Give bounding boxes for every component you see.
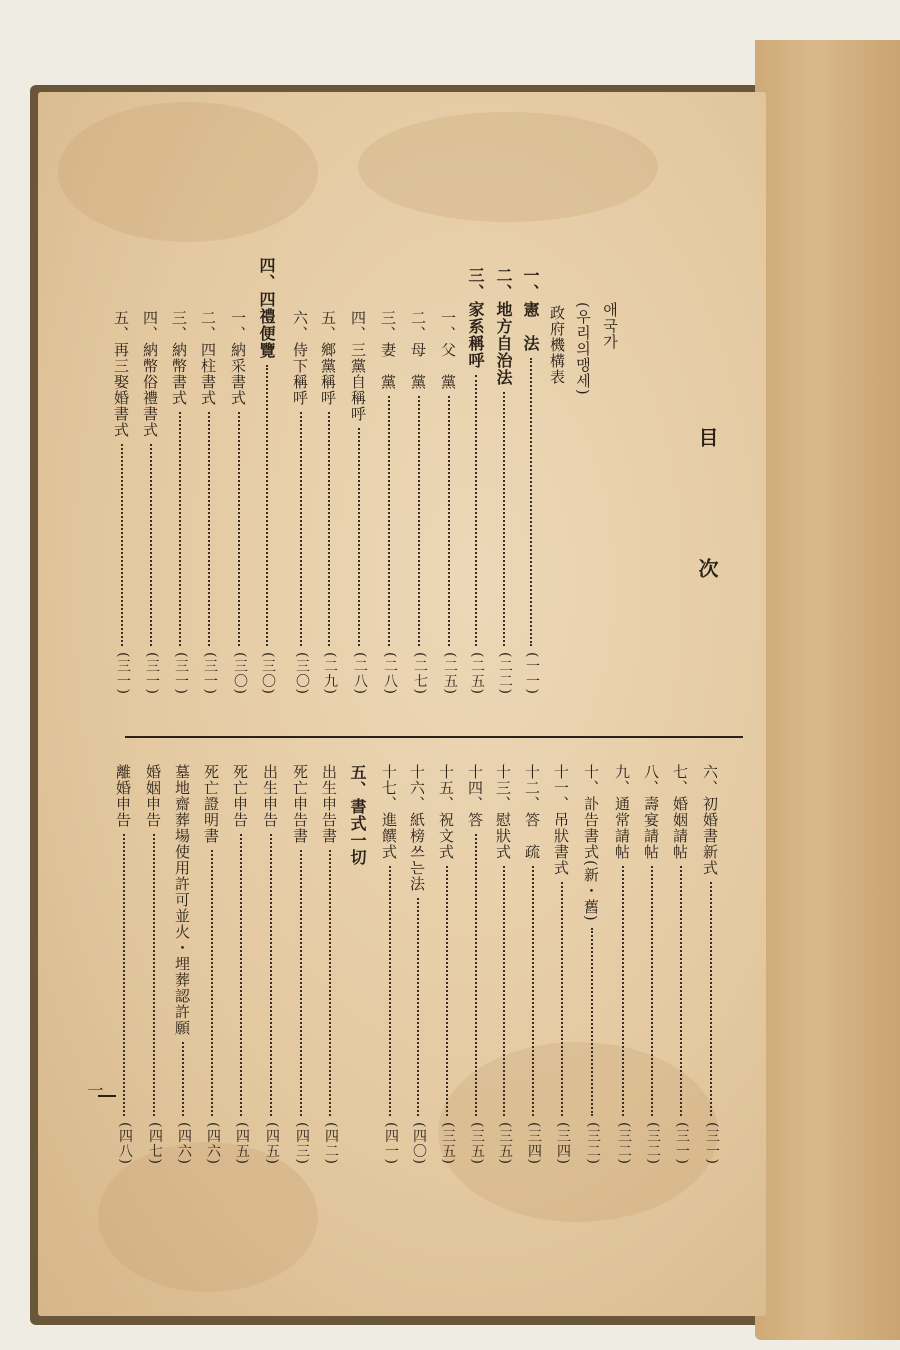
stain — [58, 102, 318, 242]
bottom-toc-page-number: (三五) — [440, 1122, 456, 1165]
top-toc-dot-leader — [121, 444, 123, 646]
bottom-toc-page-number: (四五) — [264, 1122, 280, 1165]
top-toc-dot-leader — [150, 444, 152, 646]
top-toc-dot-leader — [358, 428, 360, 646]
top-toc-dot-leader — [266, 365, 268, 646]
top-toc-dot-leader — [418, 396, 420, 646]
bottom-toc-entry-label: 十七、進饌式 — [380, 764, 398, 860]
page-folio-number: 一 — [85, 1082, 104, 1099]
bottom-toc-page-number: (四一) — [383, 1122, 399, 1165]
bottom-toc-dot-leader — [389, 866, 391, 1116]
top-toc-page-number: (三一) — [173, 652, 189, 695]
top-toc-page-number: (二五) — [442, 652, 458, 695]
bottom-toc-dot-leader — [591, 928, 593, 1116]
top-toc-page-number: (三一) — [202, 652, 218, 695]
bottom-toc-page-number: (三四) — [555, 1122, 571, 1165]
bottom-toc-page-number: (四六) — [205, 1122, 221, 1165]
section-divider — [125, 736, 743, 738]
bottom-toc-entry-label: 離婚申告 — [114, 764, 132, 828]
bottom-toc-page-number: (三二) — [585, 1122, 601, 1165]
bottom-toc-page-number: (三二) — [616, 1122, 632, 1165]
bottom-toc-page-number: (三一) — [704, 1122, 720, 1165]
bottom-toc-entry-label: 出生申告書 — [320, 764, 338, 844]
bottom-toc-entry-label: 出生申告 — [261, 764, 279, 828]
top-toc-entry-label: 二、地方自治法 — [494, 267, 513, 386]
bottom-toc-entry-label: 十二、答 疏 — [523, 764, 541, 860]
top-toc-entry-label: 一、父 黨 — [439, 310, 457, 390]
bottom-toc-entry-label: 五、書式一切 — [348, 764, 367, 866]
bottom-toc-entry-label: 十一、吊狀書式 — [552, 764, 570, 876]
bottom-toc-page-number: (四八) — [117, 1122, 133, 1165]
bottom-toc-page-number: (四七) — [147, 1122, 163, 1165]
bottom-toc-dot-leader — [710, 882, 712, 1116]
bottom-toc-dot-leader — [182, 1042, 184, 1116]
bottom-toc-dot-leader — [651, 866, 653, 1116]
bottom-toc-page-number: (四三) — [294, 1122, 310, 1165]
bottom-toc-dot-leader — [211, 850, 213, 1116]
bottom-toc-dot-leader — [446, 866, 448, 1116]
bottom-toc-page-number: (四二) — [323, 1122, 339, 1165]
bottom-toc-dot-leader — [153, 834, 155, 1116]
right-page — [755, 40, 900, 1340]
bottom-toc-entry-label: 六、初婚書新式 — [701, 764, 719, 876]
top-toc-page-number: (三〇) — [294, 652, 310, 695]
top-toc-dot-leader — [475, 375, 477, 646]
bottom-toc-entry-label: 墓地齋葬場使用許可並火・埋葬認許願 — [173, 764, 191, 1036]
top-toc-dot-leader — [208, 412, 210, 646]
stain — [358, 112, 658, 222]
top-toc-dot-leader — [238, 412, 240, 646]
top-toc-dot-leader — [388, 396, 390, 646]
top-toc-page-number: (二七) — [412, 652, 428, 695]
bottom-toc-entry-label: 十、訃告書式(新・舊) — [582, 764, 600, 922]
top-toc-entry-label: 政府機構表 — [548, 305, 566, 385]
top-toc-entry-label: 三、家系稱呼 — [466, 267, 485, 369]
bottom-toc-entry-label: 十五、祝文式 — [437, 764, 455, 860]
top-toc-entry-label: 六、侍下稱呼 — [291, 310, 309, 406]
bottom-toc-dot-leader — [329, 850, 331, 1116]
bottom-toc-entry-label: 十四、答 — [466, 764, 484, 828]
top-toc-page-number: (三〇) — [232, 652, 248, 695]
top-toc-dot-leader — [503, 392, 505, 646]
top-toc-dot-leader — [179, 412, 181, 646]
bottom-toc-dot-leader — [270, 834, 272, 1116]
top-toc-entry-label: (우리의맹세) — [574, 302, 592, 396]
bottom-toc-dot-leader — [417, 898, 419, 1116]
top-toc-page-number: (二九) — [322, 652, 338, 695]
bottom-toc-entry-label: 八、壽宴請帖 — [642, 764, 660, 860]
top-toc-page-number: (三一) — [144, 652, 160, 695]
top-toc-page-number: (一一) — [524, 652, 540, 695]
top-toc-entry-label: 四、三黨自稱呼 — [349, 310, 367, 422]
bottom-toc-page-number: (三五) — [497, 1122, 513, 1165]
bottom-toc-entry-label: 死亡申告 — [231, 764, 249, 828]
top-toc-entry-label: 五、鄉黨稱呼 — [319, 310, 337, 406]
bottom-toc-dot-leader — [680, 866, 682, 1116]
top-toc-dot-leader — [448, 396, 450, 646]
bottom-toc-page-number: (三五) — [469, 1122, 485, 1165]
bottom-toc-entry-label: 九、通常請帖 — [613, 764, 631, 860]
top-toc-entry-label: 애국가 — [601, 302, 619, 350]
bottom-toc-dot-leader — [503, 866, 505, 1116]
bottom-toc-dot-leader — [240, 834, 242, 1116]
top-toc-entry-label: 四、納幣俗禮書式 — [141, 310, 159, 438]
bottom-toc-page-number: (三二) — [645, 1122, 661, 1165]
top-toc-entry-label: 三、納幣書式 — [170, 310, 188, 406]
top-toc-entry-label: 五、再三娶婚書式 — [112, 310, 130, 438]
top-toc-page-number: (二八) — [382, 652, 398, 695]
bottom-toc-page-number: (四六) — [176, 1122, 192, 1165]
bottom-toc-dot-leader — [475, 834, 477, 1116]
bottom-toc-dot-leader — [622, 866, 624, 1116]
bottom-toc-dot-leader — [561, 882, 563, 1116]
top-toc-entry-label: 二、四柱書式 — [199, 310, 217, 406]
bottom-toc-entry-label: 十六、紙榜쓰는法 — [408, 764, 426, 892]
bottom-toc-entry-label: 死亡申告書 — [291, 764, 309, 844]
top-toc-entry-label: 三、妻 黨 — [379, 310, 397, 390]
bottom-toc-page-number: (三一) — [674, 1122, 690, 1165]
bottom-toc-dot-leader — [300, 850, 302, 1116]
bottom-toc-page-number: (四五) — [234, 1122, 250, 1165]
bottom-toc-dot-leader — [123, 834, 125, 1116]
top-toc-dot-leader — [300, 412, 302, 646]
top-toc-entry-label: 一、憲 法 — [521, 267, 540, 352]
top-toc-page-number: (二二) — [497, 652, 513, 695]
top-toc-entry-label: 一、納采書式 — [229, 310, 247, 406]
bottom-toc-entry-label: 婚姻申告 — [144, 764, 162, 828]
top-toc-entry-label: 四、四禮便覽 — [257, 257, 276, 359]
bottom-toc-entry-label: 十三、慰狀式 — [494, 764, 512, 860]
bottom-toc-entry-label: 七、婚姻請帖 — [671, 764, 689, 860]
top-toc-dot-leader — [328, 412, 330, 646]
top-toc-entry-label: 二、母 黨 — [409, 310, 427, 390]
top-toc-page-number: (二八) — [352, 652, 368, 695]
bottom-toc-entry-label: 死亡證明書 — [202, 764, 220, 844]
page-title: 目 次 — [695, 427, 719, 630]
bottom-toc-page-number: (四〇) — [411, 1122, 427, 1165]
top-toc-page-number: (二五) — [469, 652, 485, 695]
top-toc-dot-leader — [530, 358, 532, 646]
top-toc-page-number: (三〇) — [260, 652, 276, 695]
bottom-toc-page-number: (三四) — [526, 1122, 542, 1165]
toc-page — [38, 92, 766, 1316]
top-toc-page-number: (三一) — [115, 652, 131, 695]
bottom-toc-dot-leader — [532, 866, 534, 1116]
